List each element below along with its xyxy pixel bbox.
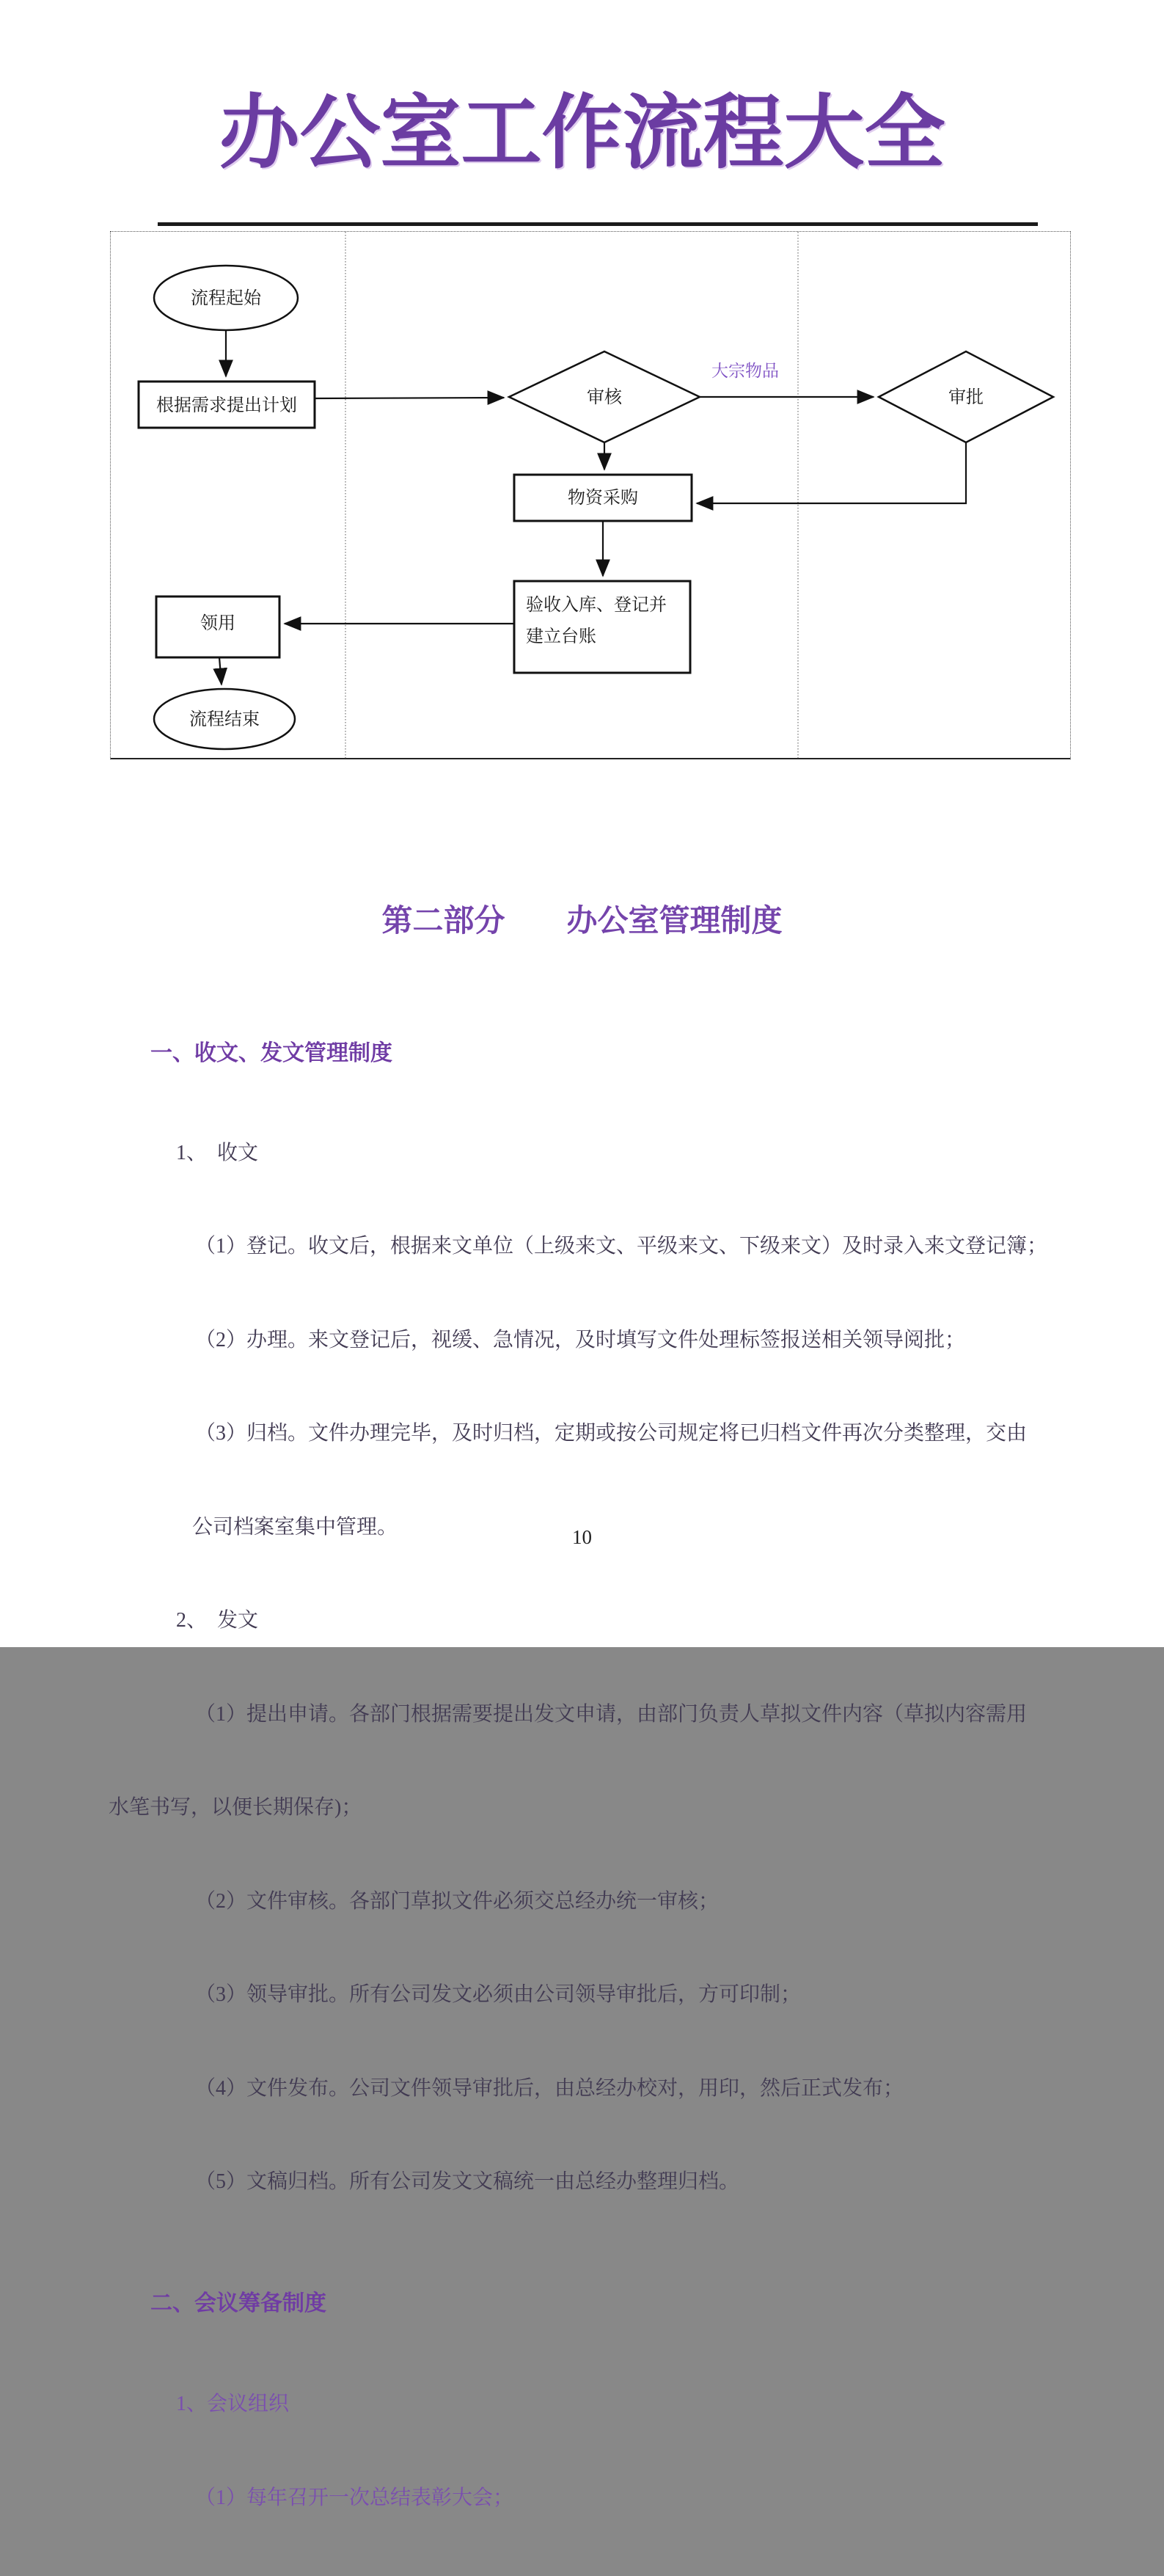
arrow-approve-to-purchase [697,442,966,503]
node-approve-label: 审批 [948,388,984,407]
node-start-label: 流程起始 [191,289,261,308]
node-plan-label: 根据需求提出计划 [156,396,297,415]
paragraph: （1）提出申请。各部门根据需要提出发文申请，由部门负责人草拟文件内容（草拟内容需用 [195,1702,1028,1726]
paragraph: （1）登记。收文后，根据来文单位（上级来文、平级来文、下级来文）及时录入来文登记簿； [195,1235,1048,1258]
node-purchase-label: 物资采购 [568,489,638,508]
paragraph-continuation: 水笔书写，以便长期保存)； [109,1796,362,1819]
item-1-shouwen: 1、 收文 [176,1141,259,1164]
title-underline [158,222,1038,226]
node-warehouse-label-line2: 建立台账 [526,627,596,646]
paragraph: （5）文稿归档。所有公司发文文稿统一由总经办整理归档。 [195,2170,740,2193]
paragraph: （1）每年召开一次总结表彰大会； [195,2486,514,2509]
flowchart-canvas [111,232,1070,759]
page-title: 办公室工作流程大全 [219,88,945,178]
section-heading-meeting: 二、会议筹备制度 [150,2291,326,2316]
section-heading-incoming-outgoing: 一、收文、发文管理制度 [150,1041,392,1065]
node-claim-label: 领用 [200,614,235,633]
flowchart-panel [110,231,1071,759]
page-number: 10 [572,1526,592,1548]
arrow-claim-to-end [219,657,222,685]
paragraph: （4）文件发布。公司文件领导审批后，由总经办校对，用印，然后正式发布； [195,2076,904,2100]
edge-label-bulk-goods: 大宗物品 [711,362,779,380]
node-warehouse-label-line1: 验收入库、登记并 [526,596,667,615]
item-2-fawen: 2、 发文 [176,1609,259,1632]
paragraph: （3）归档。文件办理完毕，及时归档，定期或按公司规定将已归档文件再次分类整理，交由 [195,1422,1028,1445]
paragraph-continuation: 公司档案室集中管理。 [192,1515,398,1539]
node-review-label: 审核 [587,388,622,407]
body-text [106,976,1089,2576]
paragraph: （2）办理。来文登记后，视缓、急情况，及时填写文件处理标签报送相关领导阅批； [195,1328,966,1351]
paragraph: （2）文件审核。各部门草拟文件必须交总经办统一审核； [195,1889,720,1913]
node-end-label: 流程结束 [189,710,260,729]
part-two-heading: 第二部分 办公室管理制度 [381,905,783,938]
item-1-meeting-org: 1、会议组织 [176,2393,290,2415]
paragraph: （3）领导审批。所有公司发文必须由公司领导审批后，方可印制； [195,1983,802,2006]
